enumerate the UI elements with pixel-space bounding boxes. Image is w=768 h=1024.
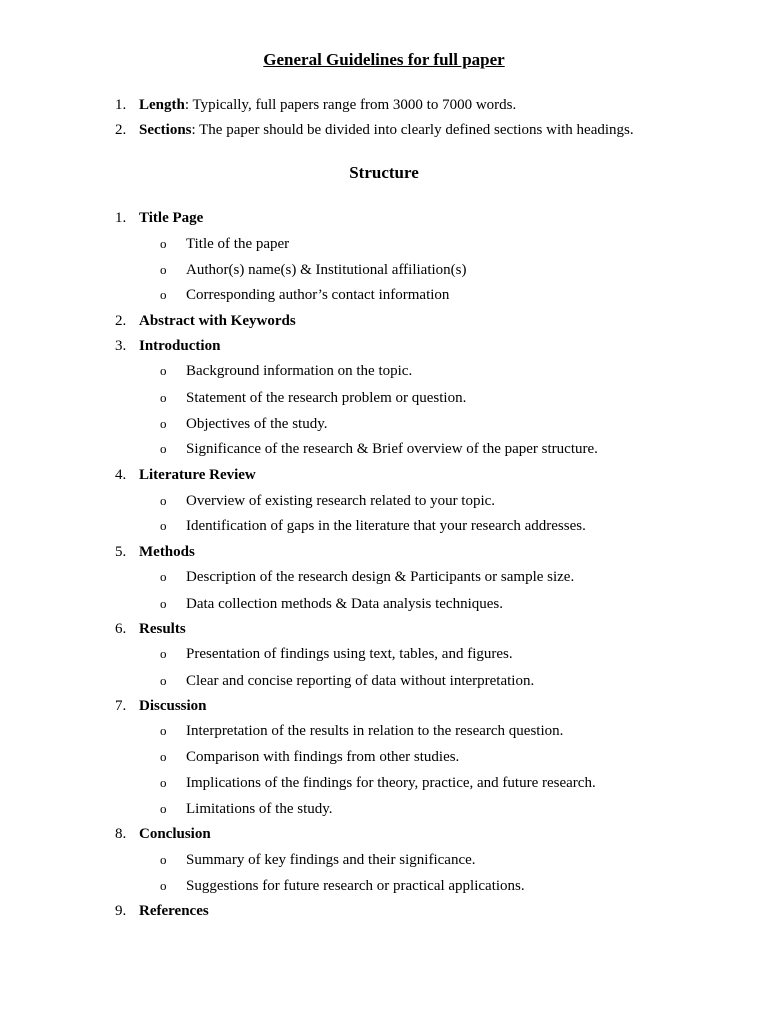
list-number: 6. xyxy=(115,621,127,637)
guideline-text: : Typically, full papers range from 3000 to 7000 words. xyxy=(184,97,517,113)
list-item-text: Identification of gaps in the literature that your research addresses. xyxy=(186,518,586,534)
section-label: Results xyxy=(139,621,186,637)
list-item-text: Suggestions for future research or practical applications. xyxy=(186,878,525,894)
section-label: Abstract with Keywords xyxy=(139,313,296,329)
list-number: 1. xyxy=(115,97,127,113)
list-number: 9. xyxy=(115,903,127,919)
bullet-icon: o xyxy=(160,852,167,867)
bullet-icon: o xyxy=(160,262,167,277)
list-number: 2. xyxy=(115,122,127,138)
section-label: Discussion xyxy=(139,698,207,714)
bullet-icon: o xyxy=(160,749,167,764)
list-item-text: Corresponding author’s contact information xyxy=(186,287,450,303)
list-item-text: Background information on the topic. xyxy=(186,363,413,379)
bullet-icon: o xyxy=(160,441,167,456)
structure-heading: Structure xyxy=(349,163,419,182)
list-item-text: Summary of key findings and their significance. xyxy=(186,852,476,868)
bullet-icon: o xyxy=(160,878,167,893)
bullet-icon: o xyxy=(160,801,167,816)
section-label: Literature Review xyxy=(139,467,256,483)
bullet-icon: o xyxy=(160,518,167,533)
list-item-text: Data collection methods & Data analysis techniques. xyxy=(186,596,503,612)
bullet-icon: o xyxy=(160,236,167,251)
bullet-icon: o xyxy=(160,493,167,508)
page-title: General Guidelines for full paper xyxy=(263,50,505,69)
list-item-text: Author(s) name(s) & Institutional affiliation(s) xyxy=(186,262,467,278)
section-label: References xyxy=(139,903,209,919)
section-label: Conclusion xyxy=(139,826,211,842)
list-item-text: Interpretation of the results in relation to the research question. xyxy=(186,723,564,739)
list-item-text: Overview of existing research related to your topic. xyxy=(186,493,496,509)
list-number: 7. xyxy=(115,698,127,714)
list-item-text: Objectives of the study. xyxy=(186,416,328,432)
bullet-icon: o xyxy=(160,363,167,378)
bullet-icon: o xyxy=(160,596,167,611)
list-item-text: Statement of the research problem or question. xyxy=(186,390,467,406)
list-item-text: Limitations of the study. xyxy=(186,801,333,817)
bullet-icon: o xyxy=(160,646,167,661)
bullet-icon: o xyxy=(160,673,167,688)
list-item-text: Implications of the findings for theory, practice, and future research. xyxy=(186,775,596,791)
section-label: Introduction xyxy=(139,338,221,354)
guideline-label: Sections xyxy=(139,122,192,138)
list-number: 1. xyxy=(115,210,127,226)
section-label: Title Page xyxy=(139,210,204,226)
list-item-text: Clear and concise reporting of data without interpretation. xyxy=(186,673,535,689)
list-item-text: Comparison with findings from other studies. xyxy=(186,749,460,765)
list-item-text: Significance of the research & Brief overview of the paper structure. xyxy=(186,441,598,457)
section-label: Methods xyxy=(139,544,195,560)
list-item-text: Presentation of findings using text, tables, and figures. xyxy=(186,646,513,662)
bullet-icon: o xyxy=(160,287,167,302)
list-number: 3. xyxy=(115,338,127,354)
list-number: 4. xyxy=(115,467,127,483)
list-number: 2. xyxy=(115,313,127,329)
guideline-label: Length xyxy=(139,97,185,113)
list-number: 8. xyxy=(115,826,127,842)
list-number: 5. xyxy=(115,544,127,560)
list-item-text: Title of the paper xyxy=(186,236,290,252)
guideline-text: : The paper should be divided into clearly defined sections with headings. xyxy=(191,122,634,138)
bullet-icon: o xyxy=(160,416,167,431)
bullet-icon: o xyxy=(160,775,167,790)
bullet-icon: o xyxy=(160,723,167,738)
list-item-text: Description of the research design & Participants or sample size. xyxy=(186,569,575,585)
bullet-icon: o xyxy=(160,390,167,405)
bullet-icon: o xyxy=(160,569,167,584)
